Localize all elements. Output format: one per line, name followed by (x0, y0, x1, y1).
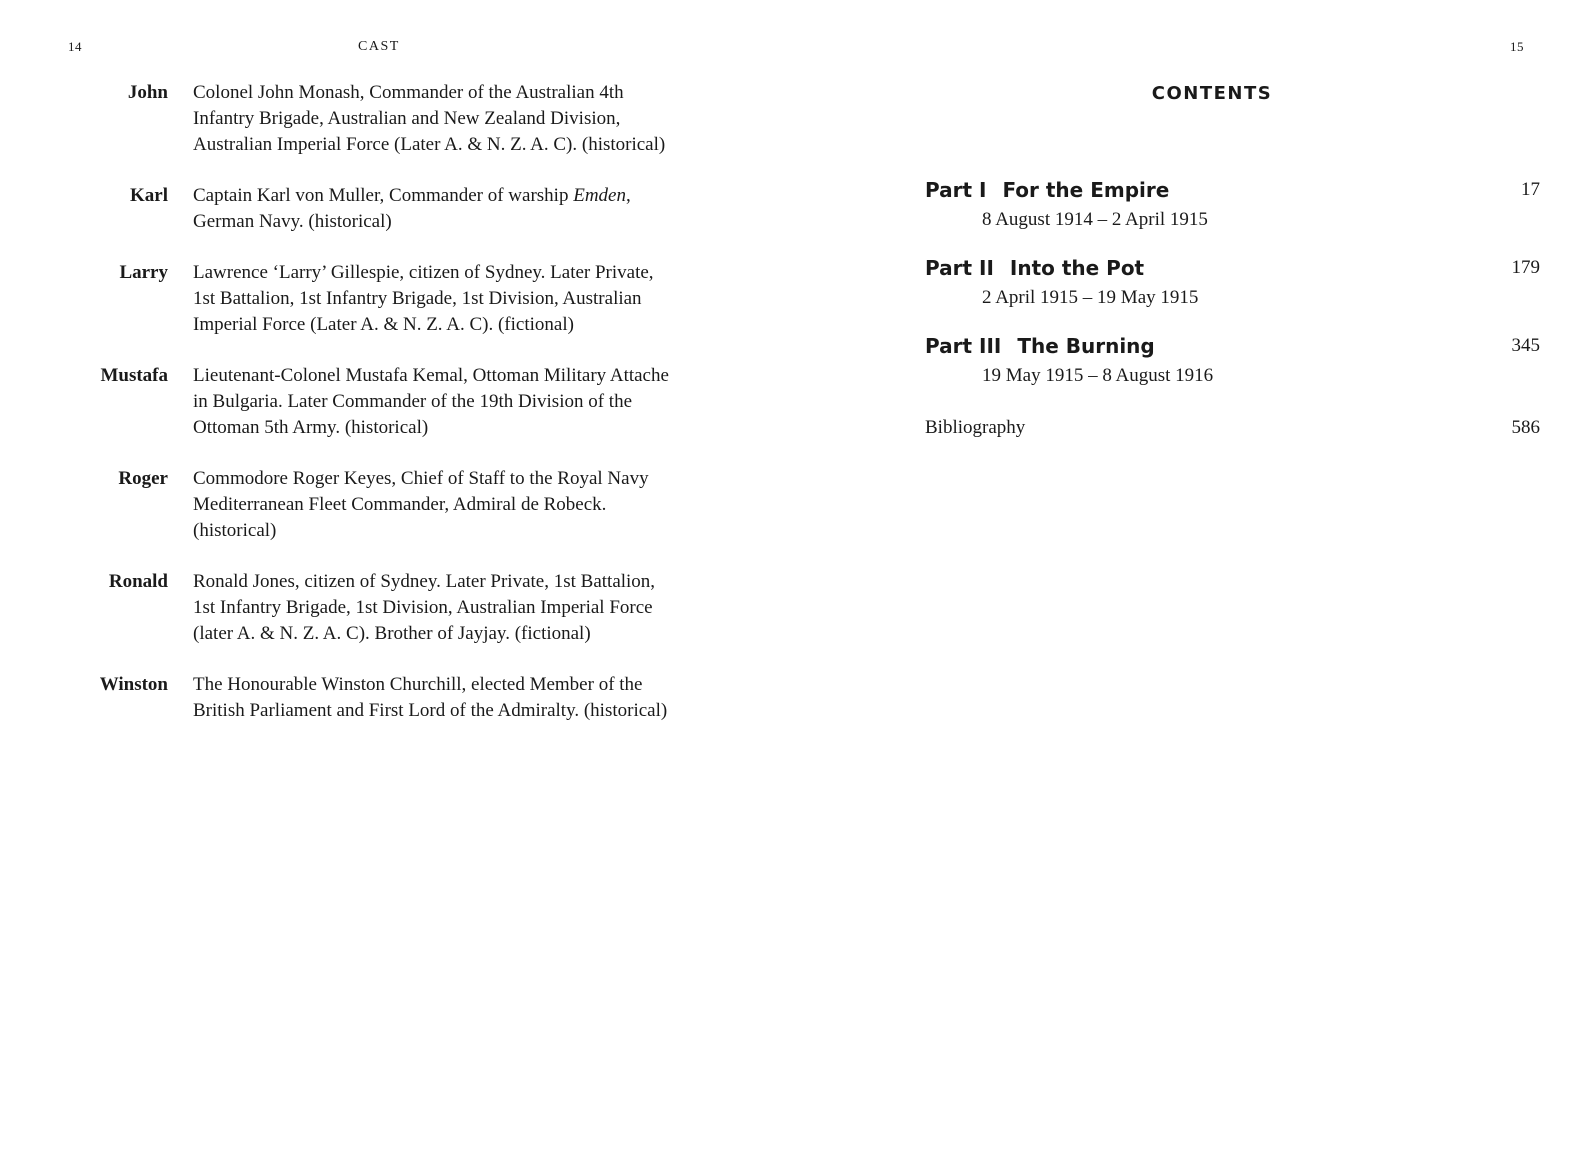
description-text: Captain Karl von Muller, Commander of warship (193, 185, 574, 206)
cast-name: Karl (130, 185, 168, 206)
table-of-contents (925, 176, 1540, 444)
punctuation: , (625, 185, 631, 206)
part-title: Into the Pot (1009, 256, 1145, 280)
cast-list (0, 80, 798, 775)
cast-description (193, 569, 693, 647)
running-head: CAST (358, 39, 400, 54)
cast-name: Larry (119, 262, 168, 283)
part-title: The Burning (1017, 334, 1155, 358)
part-label: Part III (925, 334, 1002, 358)
description-line: Ottoman 5th Army. (historical) (193, 417, 429, 438)
toc-part-heading (925, 176, 1169, 204)
part-dates: 8 August 1914 – 2 April 1915 (982, 209, 1208, 230)
description-line: 1st Battalion, 1st Infantry Brigade, 1st Division, Australian (193, 288, 642, 309)
description-line: (later A. & N. Z. A. C). Brother of Jayjay. (fictional) (193, 623, 591, 644)
cast-entry (0, 363, 798, 466)
description-line: Commodore Roger Keyes, Chief of Staff to the Royal Navy (193, 468, 649, 489)
toc-part (925, 332, 1540, 410)
description-line: in Bulgaria. Later Commander of the 19th Division of the (193, 391, 633, 412)
description-line: German Navy. (historical) (193, 211, 392, 232)
cast-name: John (127, 82, 168, 103)
cast-description (193, 672, 693, 724)
cast-entry (0, 466, 798, 569)
toc-page-number: 345 (1511, 335, 1540, 356)
part-label: Part I (925, 178, 987, 202)
toc-bibliography (925, 414, 1540, 444)
part-dates: 19 May 1915 – 8 August 1916 (982, 365, 1214, 386)
toc-part-heading (925, 254, 1144, 282)
ship-name: Emden (573, 185, 626, 206)
contents-heading: CONTENTS (1151, 83, 1273, 104)
description-line: Colonel John Monash, Commander of the Australian 4th (193, 82, 624, 103)
description-line: Mediterranean Fleet Commander, Admiral de Robeck. (193, 494, 607, 515)
cast-entry (0, 672, 798, 775)
part-title: For the Empire (1002, 178, 1170, 202)
cast-description (193, 183, 693, 235)
part-dates: 2 April 1915 – 19 May 1915 (982, 287, 1199, 308)
description-line: Lawrence ‘Larry’ Gillespie, citizen of Sydney. Later Private, (193, 262, 654, 283)
description-line: Lieutenant-Colonel Mustafa Kemal, Ottoman Military Attache (193, 365, 669, 386)
description-line: Australian Imperial Force (Later A. & N. Z. A. C). (historical) (193, 134, 666, 155)
cast-name: Mustafa (100, 365, 168, 386)
toc-page-number: 17 (1521, 179, 1540, 200)
description-line: 1st Infantry Brigade, 1st Division, Australian Imperial Force (193, 597, 653, 618)
description-line: (historical) (193, 520, 277, 541)
toc-part (925, 176, 1540, 254)
cast-entry (0, 80, 798, 183)
cast-name: Ronald (108, 571, 168, 592)
bibliography-label: Bibliography (925, 417, 1026, 438)
description-line: Imperial Force (Later A. & N. Z. A. C). (fictional) (193, 314, 574, 335)
toc-part-heading (925, 332, 1155, 360)
cast-description (193, 466, 693, 544)
cast-entry (0, 569, 798, 672)
page-number-left: 14 (68, 39, 82, 54)
toc-part (925, 254, 1540, 332)
description-line: Ronald Jones, citizen of Sydney. Later Private, 1st Battalion, (193, 571, 656, 592)
description-line: The Honourable Winston Churchill, elected Member of the (193, 674, 643, 695)
cast-entry (0, 183, 798, 260)
description-line (193, 183, 693, 209)
cast-description (193, 260, 693, 338)
description-line: British Parliament and First Lord of the Admiralty. (historical) (193, 700, 668, 721)
toc-page-number: 586 (1511, 417, 1540, 438)
toc-page-number: 179 (1511, 257, 1540, 278)
description-line: Infantry Brigade, Australian and New Zealand Division, (193, 108, 621, 129)
cast-name: Roger (118, 468, 168, 489)
cast-description (193, 363, 693, 441)
cast-name: Winston (99, 674, 168, 695)
page-number-right: 15 (1510, 39, 1524, 54)
right-page (798, 0, 1596, 1160)
cast-description (193, 80, 693, 158)
part-label: Part II (925, 256, 994, 280)
cast-entry (0, 260, 798, 363)
